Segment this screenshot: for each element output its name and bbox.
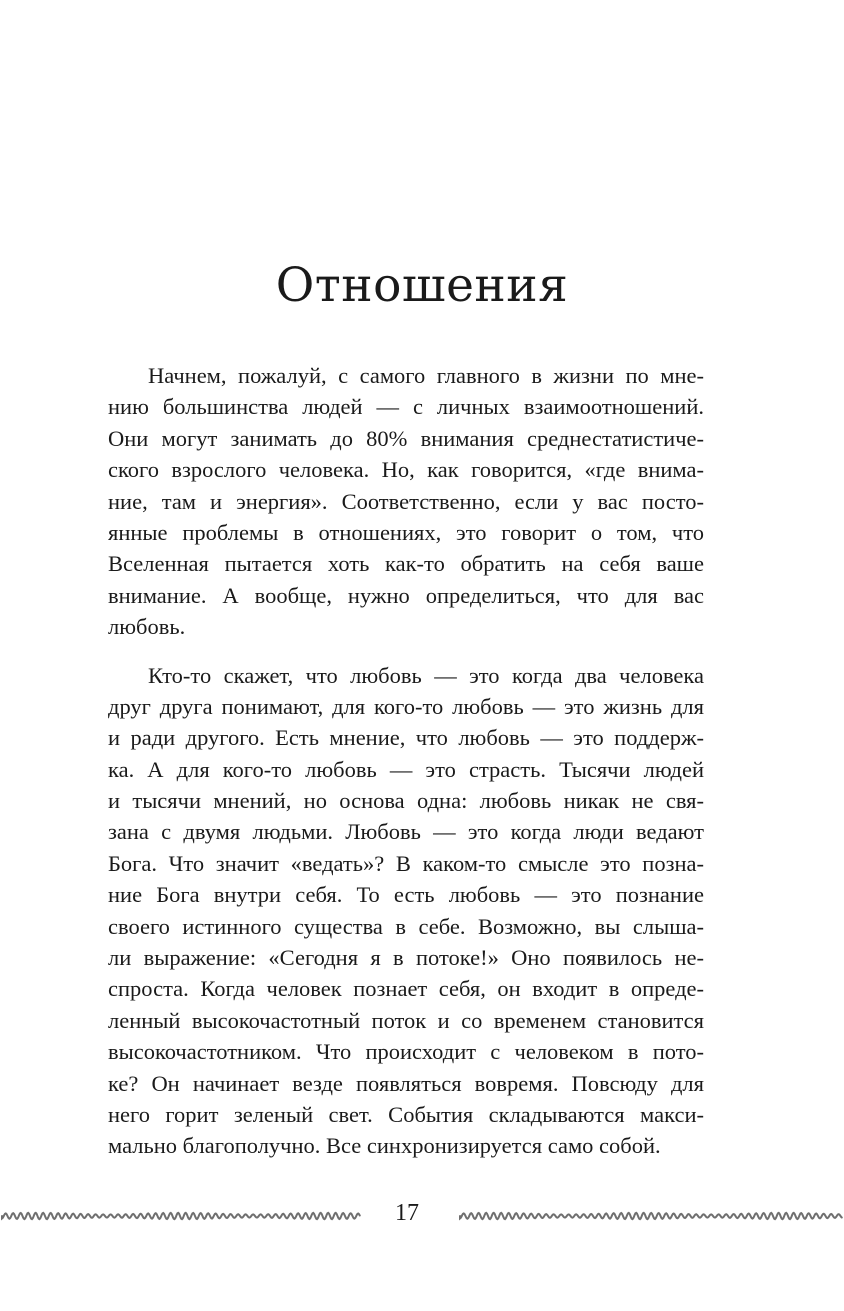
text-line: ского взрослого человека. Но, как говорится, «где внима- <box>108 457 704 483</box>
text-line: нию большинства людей — с личных взаимоотношений. <box>108 394 704 420</box>
text-line: мально благополучно. Все синхронизируется само собой. <box>108 1133 661 1159</box>
text-line: внимание. А вообще, нужно определиться, что для вас <box>108 582 704 608</box>
paragraph-gap <box>108 643 704 660</box>
text-line: ли выражение: «Сегодня я в потоке!» Оно появилось не- <box>108 945 704 971</box>
text-line: высокочастотником. Что происходит с человеком в пото- <box>108 1039 704 1065</box>
body-text <box>108 360 704 1162</box>
text-line: ленный высокочастотный поток и со временем становится <box>108 1007 704 1033</box>
text-line: друг друга понимают, для кого-то любовь — это жизнь для <box>108 693 704 719</box>
squiggle-ornament-right <box>458 1208 844 1224</box>
text-line: ке? Он начинает везде появляться вовремя. Повсюду для <box>108 1070 704 1096</box>
text-line: Бога. Что значит «ведать»? В каком-то смысле это позна- <box>108 850 704 876</box>
text-line: ние Бога внутри себя. То есть любовь — это познание <box>108 882 704 908</box>
text-line: Кто-то скажет, что любовь — это когда два человека <box>148 662 704 688</box>
text-line: любовь. <box>108 614 186 640</box>
text-line: и ради другого. Есть мнение, что любовь — это поддерж- <box>108 725 704 751</box>
text-line: зана с двумя людьми. Любовь — это когда люди ведают <box>108 819 704 845</box>
text-line: Они могут занимать до 80% внимания среднестатистиче- <box>108 425 704 451</box>
page-number: 17 <box>395 1200 419 1226</box>
text-line: Вселенная пытается хоть как-то обратить на себя ваше <box>108 551 704 577</box>
text-line: и тысячи мнений, но основа одна: любовь никак не свя- <box>108 788 704 814</box>
paragraph-1 <box>108 360 704 643</box>
text-line: ка. А для кого-то любовь — это страсть. Тысячи людей <box>108 756 704 782</box>
text-line: ние, там и энергия». Соответственно, если у вас посто- <box>108 488 704 514</box>
wave-path <box>2 1213 360 1219</box>
text-line: своего истинного существа в себе. Возможно, вы слыша- <box>108 913 704 939</box>
squiggle-ornament-left <box>0 1208 362 1224</box>
page-footer <box>0 1196 844 1236</box>
wave-path <box>460 1213 842 1219</box>
chapter-title: Отношения <box>275 258 569 313</box>
text-line: него горит зеленый свет. События складываются макси- <box>108 1101 704 1127</box>
text-line: янные проблемы в отношениях, это говорит о том, что <box>108 519 704 545</box>
text-line: Начнем, пожалуй, с самого главного в жизни по мне- <box>148 363 704 388</box>
paragraph-2 <box>108 660 704 1162</box>
text-line: спроста. Когда человек познает себя, он входит в опреде- <box>108 976 704 1002</box>
